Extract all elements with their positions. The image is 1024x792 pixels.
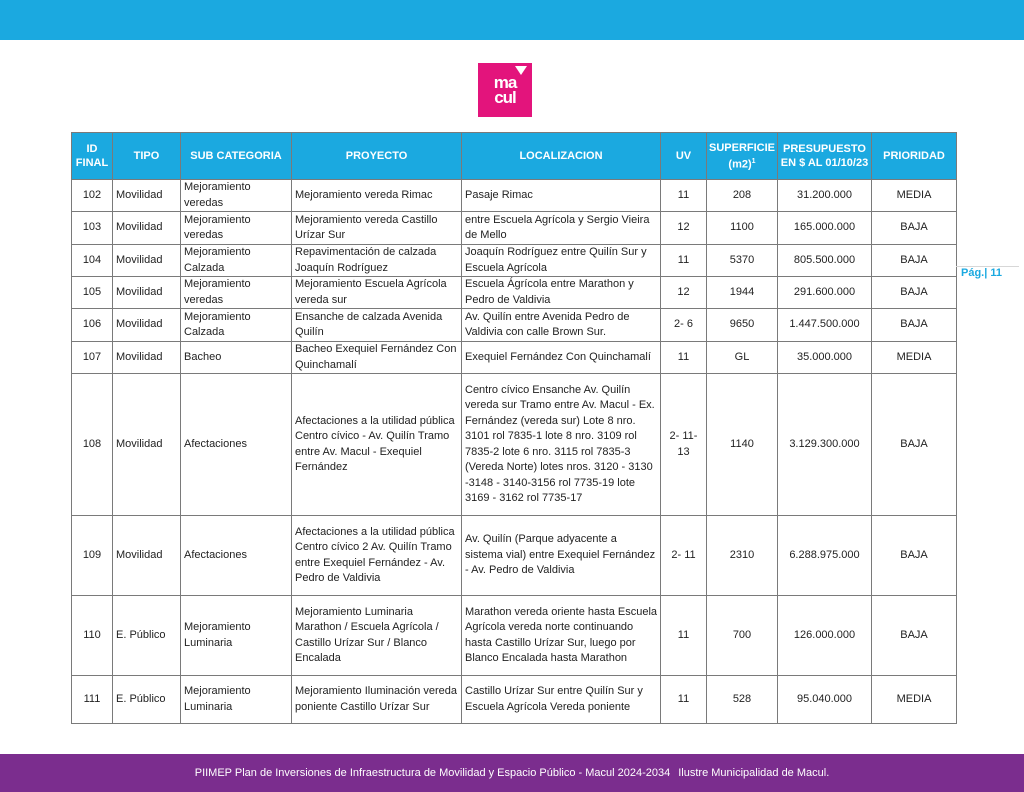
cell-localizacion: Av. Quilín entre Avenida Pedro de Valdivia con calle Brown Sur.	[462, 309, 661, 342]
header-subcategoria: SUB CATEGORIA	[181, 133, 292, 180]
cell-superficie: 1944	[707, 277, 778, 309]
cell-presupuesto: 31.200.000	[778, 180, 872, 212]
cell-localizacion: Castillo Urízar Sur entre Quilín Sur y Escuela Agrícola Vereda poniente	[462, 676, 661, 724]
cell-superficie: 208	[707, 180, 778, 212]
cell-tipo: Movilidad	[113, 180, 181, 212]
header-uv: UV	[661, 133, 707, 180]
cell-localizacion: Escuela Ágrícola entre Marathon y Pedro de Valdivia	[462, 277, 661, 309]
cell-prioridad: MEDIA	[872, 342, 957, 374]
cell-id: 106	[72, 309, 113, 342]
footer-title: PIIMEP Plan de Inversiones de Infraestructura de Movilidad y Espacio Público - Macul 2024-2034	[194, 767, 671, 779]
cell-uv: 11	[661, 676, 707, 724]
table-row	[72, 676, 957, 724]
cell-proyecto: Afectaciones a la utilidad pública Centro cívico - Av. Quilín Tramo entre Av. Macul - Exequiel Fernández	[292, 374, 462, 516]
cell-presupuesto: 165.000.000	[778, 212, 872, 245]
page-number: Pág.| 11	[961, 267, 1002, 279]
cell-uv: 2- 11	[661, 516, 707, 596]
cell-prioridad: MEDIA	[872, 676, 957, 724]
cell-prioridad: BAJA	[872, 516, 957, 596]
table-row	[72, 516, 957, 596]
cell-uv: 11	[661, 245, 707, 277]
cell-prioridad: BAJA	[872, 596, 957, 676]
cell-prioridad: BAJA	[872, 277, 957, 309]
cell-id: 111	[72, 676, 113, 724]
logo-text-line2: cul	[494, 88, 516, 107]
cell-prioridad: BAJA	[872, 309, 957, 342]
cell-tipo: Movilidad	[113, 245, 181, 277]
cell-localizacion: entre Escuela Agrícola y Sergio Vieira de Mello	[462, 212, 661, 245]
cell-localizacion: Centro cívico Ensanche Av. Quilín vereda sur Tramo entre Av. Macul - Ex. Fernández (vereda sur) Lote 8 nro. 3101 rol 7835-1 lote 8 nro. 3109 rol 7835-2 lote 6 nro. 3115 rol 7835-3 (Vereda Norte) lotes nros. 3120 - 3130 -3148 - 3140-3156 rol 7735-19 lote 3169 - 3162 rol 7735-17	[462, 374, 661, 516]
cell-prioridad: BAJA	[872, 374, 957, 516]
cell-uv: 12	[661, 212, 707, 245]
cell-prioridad: MEDIA	[872, 180, 957, 212]
cell-presupuesto: 35.000.000	[778, 342, 872, 374]
investment-table	[71, 132, 957, 724]
cell-tipo: Movilidad	[113, 212, 181, 245]
cell-proyecto: Ensanche de calzada Avenida Quilín	[292, 309, 462, 342]
header-tipo: TIPO	[113, 133, 181, 180]
table-row	[72, 342, 957, 374]
cell-localizacion: Av. Quilín (Parque adyacente a sistema vial) entre Exequiel Fernández - Av. Pedro de Valdivia	[462, 516, 661, 596]
cell-uv: 11	[661, 596, 707, 676]
table-row	[72, 596, 957, 676]
cell-prioridad: BAJA	[872, 212, 957, 245]
cell-presupuesto: 1.447.500.000	[778, 309, 872, 342]
cell-localizacion: Pasaje Rimac	[462, 180, 661, 212]
cell-superficie: 528	[707, 676, 778, 724]
cell-subcategoria: Afectaciones	[181, 516, 292, 596]
cell-localizacion: Marathon vereda oriente hasta Escuela Agrícola vereda norte continuando hasta Castillo Urízar Sur, luego por Blanco Encalada hasta Marathon	[462, 596, 661, 676]
cell-subcategoria: Mejoramiento Luminaria	[181, 596, 292, 676]
cell-proyecto: Afectaciones a la utilidad pública Centro cívico 2 Av. Quilín Tramo entre Exequiel Fernández - Av. Pedro de Valdivia	[292, 516, 462, 596]
cell-superficie: 9650	[707, 309, 778, 342]
cell-uv: 2- 11-13	[661, 374, 707, 516]
header-id: ID FINAL	[72, 133, 113, 180]
cell-proyecto: Mejoramiento Escuela Agrícola vereda sur	[292, 277, 462, 309]
cell-id: 109	[72, 516, 113, 596]
header-superficie-footnote: 1	[751, 157, 756, 165]
cell-localizacion: Joaquín Rodríguez entre Quilín Sur y Escuela Agrícola	[462, 245, 661, 277]
cell-tipo: Movilidad	[113, 342, 181, 374]
cell-uv: 11	[661, 180, 707, 212]
cell-superficie: 2310	[707, 516, 778, 596]
cell-tipo: Movilidad	[113, 277, 181, 309]
cell-subcategoria: Mejoramiento Luminaria	[181, 676, 292, 724]
header-prioridad: PRIORIDAD	[872, 133, 957, 180]
cell-subcategoria: Mejoramiento veredas	[181, 212, 292, 245]
header-superficie-text: SUPERFICIE (m2)	[709, 141, 776, 171]
cell-tipo: Movilidad	[113, 374, 181, 516]
cell-subcategoria: Mejoramiento veredas	[181, 180, 292, 212]
table-row	[72, 245, 957, 277]
cell-uv: 12	[661, 277, 707, 309]
top-banner	[0, 0, 1024, 40]
cell-superficie: GL	[707, 342, 778, 374]
table-header-row	[72, 133, 957, 180]
cell-superficie: 1100	[707, 212, 778, 245]
cell-presupuesto: 6.288.975.000	[778, 516, 872, 596]
cell-subcategoria: Mejoramiento Calzada	[181, 309, 292, 342]
table-row	[72, 212, 957, 245]
cell-localizacion: Exequiel Fernández Con Quinchamalí	[462, 342, 661, 374]
footer	[0, 754, 1024, 792]
cell-subcategoria: Bacheo	[181, 342, 292, 374]
cell-presupuesto: 291.600.000	[778, 277, 872, 309]
cell-id: 110	[72, 596, 113, 676]
header-proyecto: PROYECTO	[292, 133, 462, 180]
cell-presupuesto: 95.040.000	[778, 676, 872, 724]
cell-id: 105	[72, 277, 113, 309]
cell-presupuesto: 126.000.000	[778, 596, 872, 676]
cell-presupuesto: 805.500.000	[778, 245, 872, 277]
header-superficie	[707, 133, 778, 180]
cell-subcategoria: Mejoramiento veredas	[181, 277, 292, 309]
cell-id: 102	[72, 180, 113, 212]
macul-logo	[478, 63, 532, 117]
cell-tipo: Movilidad	[113, 516, 181, 596]
cell-uv: 11	[661, 342, 707, 374]
logo-accent-icon	[515, 66, 527, 75]
cell-subcategoria: Mejoramiento Calzada	[181, 245, 292, 277]
header-presupuesto: PRESUPUESTO EN $ AL 01/10/23	[778, 133, 872, 180]
cell-superficie: 5370	[707, 245, 778, 277]
table-row	[72, 180, 957, 212]
cell-id: 104	[72, 245, 113, 277]
cell-superficie: 1140	[707, 374, 778, 516]
cell-tipo: E. Público	[113, 596, 181, 676]
table-row	[72, 277, 957, 309]
cell-id: 108	[72, 374, 113, 516]
cell-superficie: 700	[707, 596, 778, 676]
header-localizacion: LOCALIZACION	[462, 133, 661, 180]
logo-text-line1: ma	[493, 73, 517, 92]
cell-proyecto: Mejoramiento Luminaria Marathon / Escuela Agrícola / Castillo Urízar Sur / Blanco Encalada	[292, 596, 462, 676]
footer-organization: Ilustre Municipalidad de Macul.	[678, 767, 830, 779]
cell-id: 103	[72, 212, 113, 245]
cell-proyecto: Mejoramiento vereda Rimac	[292, 180, 462, 212]
cell-subcategoria: Afectaciones	[181, 374, 292, 516]
cell-tipo: E. Público	[113, 676, 181, 724]
cell-proyecto: Mejoramiento Iluminación vereda poniente Castillo Urízar Sur	[292, 676, 462, 724]
table-row	[72, 309, 957, 342]
cell-uv: 2- 6	[661, 309, 707, 342]
cell-prioridad: BAJA	[872, 245, 957, 277]
table-row	[72, 374, 957, 516]
cell-proyecto: Repavimentación de calzada Joaquín Rodríguez	[292, 245, 462, 277]
cell-id: 107	[72, 342, 113, 374]
cell-proyecto: Mejoramiento vereda Castillo Urízar Sur	[292, 212, 462, 245]
cell-proyecto: Bacheo Exequiel Fernández Con Quinchamalí	[292, 342, 462, 374]
cell-tipo: Movilidad	[113, 309, 181, 342]
cell-presupuesto: 3.129.300.000	[778, 374, 872, 516]
